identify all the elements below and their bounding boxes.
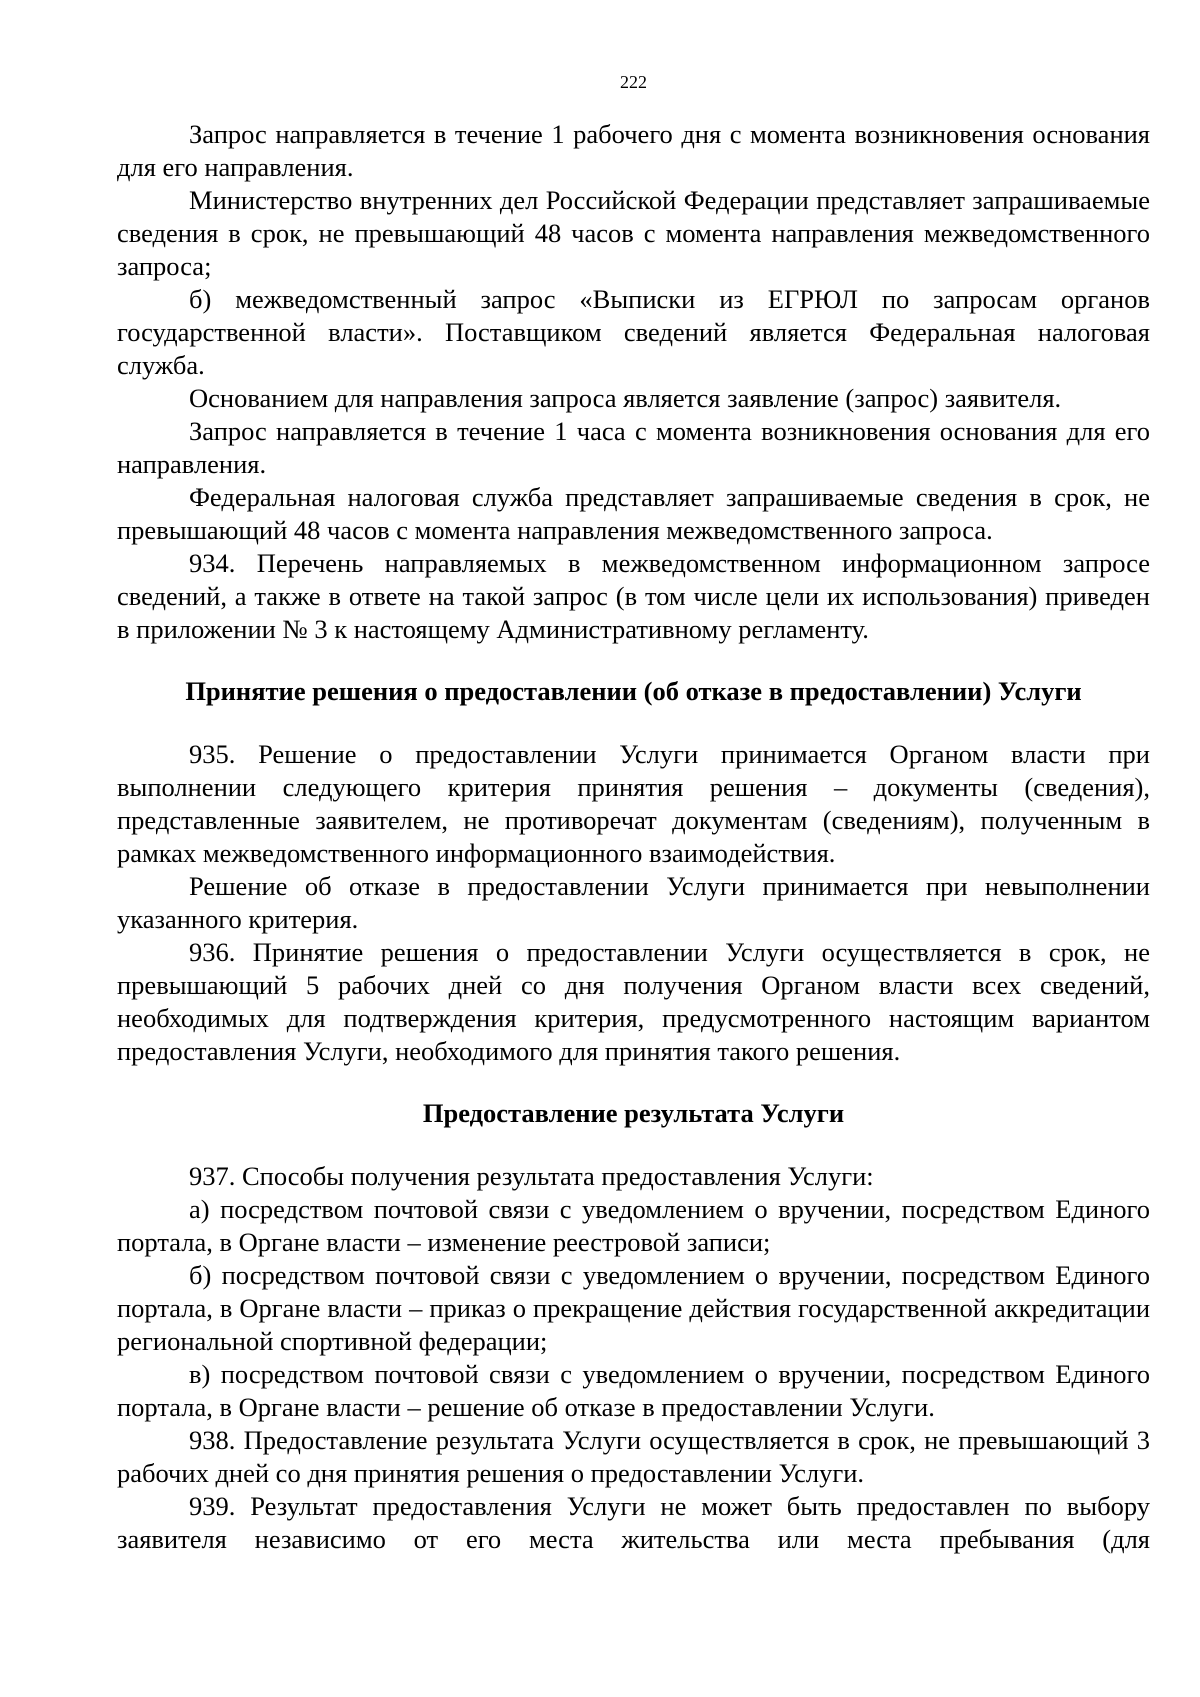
page-number: 222 bbox=[620, 72, 647, 92]
paragraph: а) посредством почтовой связи с уведомлением о вручении, посредством Единого портала, в Органе власти – изменение реестровой записи; bbox=[117, 1194, 1150, 1257]
paragraph: 938. Предоставление результата Услуги осуществляется в срок, не превышающий 3 рабочих дней со дня принятия решения о предоставлении Услуги. bbox=[117, 1425, 1150, 1488]
document-body bbox=[117, 118, 1150, 1556]
section-heading-result: Предоставление результата Услуги bbox=[422, 1098, 845, 1128]
paragraph: Запрос направляется в течение 1 рабочего дня с момента возникновения основания для его направления. bbox=[117, 119, 1150, 182]
paragraph: 937. Способы получения результата предоставления Услуги: bbox=[189, 1161, 874, 1191]
paragraph: 935. Решение о предоставлении Услуги принимается Органом власти при выполнении следующего критерия принятия решения – документы (сведения), представленные заявителем, не противоречат документам (сведениям), полученным в рамках межведомственного информационного взаимодействия. bbox=[117, 739, 1150, 868]
paragraph: Решение об отказе в предоставлении Услуги принимается при невыполнении указанного критерия. bbox=[117, 871, 1150, 934]
paragraph: 934. Перечень направляемых в межведомственном информационном запросе сведений, а также в ответе на такой запрос (в том числе цели их использования) приведен в приложении № 3 к настоящему Административному регламенту. bbox=[117, 548, 1150, 644]
paragraph: Федеральная налоговая служба представляет запрашиваемые сведения в срок, не превышающий 48 часов с момента направления межведомственного запроса. bbox=[117, 482, 1150, 545]
paragraph: в) посредством почтовой связи с уведомлением о вручении, посредством Единого портала, в Органе власти – решение об отказе в предоставлении Услуги. bbox=[117, 1359, 1150, 1422]
paragraph: Запрос направляется в течение 1 часа с момента возникновения основания для его направления. bbox=[117, 416, 1150, 479]
paragraph: б) межведомственный запрос «Выписки из ЕГРЮЛ по запросам органов государственной власти». Поставщиком сведений является Федеральная налоговая служба. bbox=[117, 284, 1150, 380]
paragraph-last: 939. Результат предоставления Услуги не может быть предоставлен по выбору заявителя независимо от его места жительства или места пребывания (для bbox=[117, 1491, 1150, 1554]
section-heading-decision: Принятие решения о предоставлении (об отказе в предоставлении) Услуги bbox=[185, 676, 1082, 706]
paragraph: б) посредством почтовой связи с уведомлением о вручении, посредством Единого портала, в Органе власти – приказ о прекращение действия государственной аккредитации региональной спортивной федерации; bbox=[117, 1260, 1150, 1356]
paragraph: Основанием для направления запроса является заявление (запрос) заявителя. bbox=[189, 383, 1062, 413]
paragraph: 936. Принятие решения о предоставлении Услуги осуществляется в срок, не превышающий 5 рабочих дней со дня получения Органом власти всех сведений, необходимых для подтверждения критерия, предусмотренного настоящим вариантом предоставления Услуги, необходимого для принятия такого решения. bbox=[117, 937, 1150, 1066]
paragraph: Министерство внутренних дел Российской Федерации представляет запрашиваемые сведения в срок, не превышающий 48 часов с момента направления межведомственного запроса; bbox=[117, 185, 1150, 281]
